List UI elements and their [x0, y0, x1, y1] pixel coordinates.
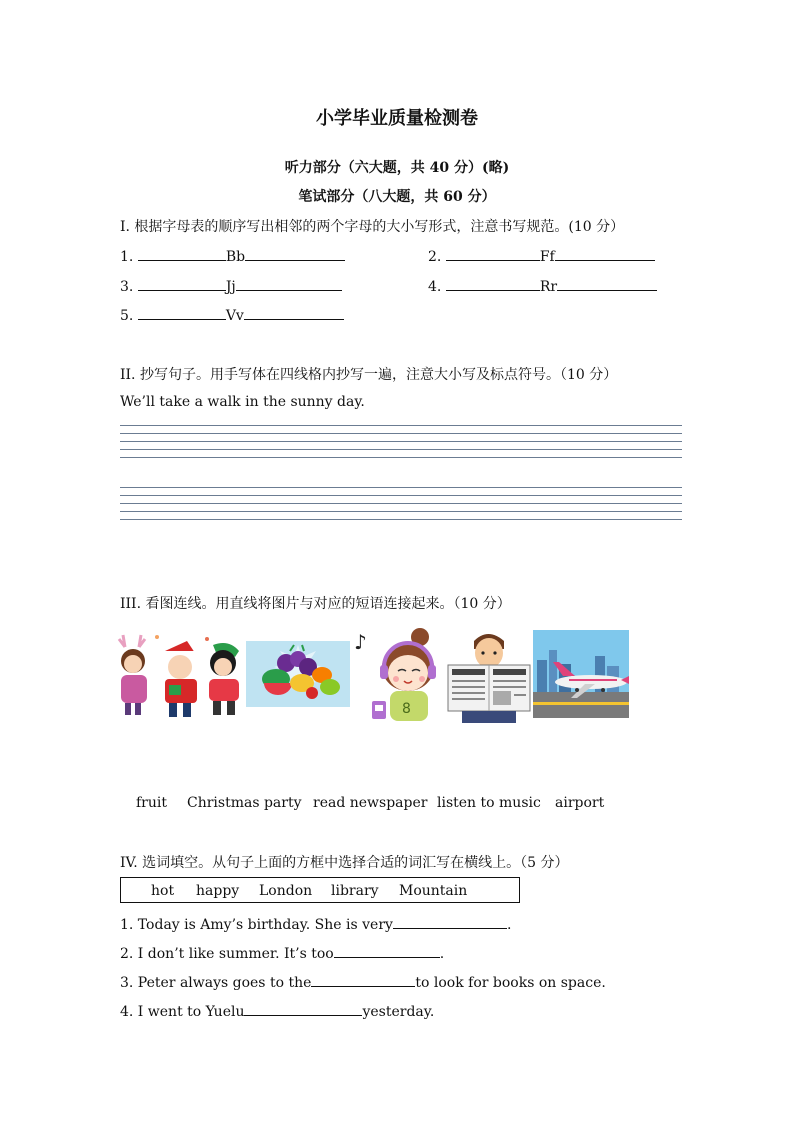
- guide-line: [120, 487, 682, 488]
- item-letters: Rr: [539, 279, 558, 295]
- section4-heading: IV. 选词填空。从句子上面的方框中选择合适的词汇写在横线上。（5 分）: [120, 855, 569, 871]
- answer-blank[interactable]: [311, 972, 415, 987]
- answer-blank[interactable]: [138, 246, 226, 261]
- answer-blank[interactable]: [446, 246, 540, 261]
- item-letters: Jj: [225, 279, 236, 295]
- svg-text:8: 8: [402, 701, 411, 717]
- word-option[interactable]: Mountain: [399, 883, 468, 899]
- sentence-text: 3. Peter always goes to the: [120, 975, 312, 991]
- item-letters: Vv: [225, 308, 244, 324]
- sentence-text: .: [506, 917, 512, 933]
- guide-line: [120, 449, 682, 450]
- section1-item-3: [120, 276, 342, 295]
- word-option[interactable]: happy: [196, 883, 240, 899]
- fill-sentence-1: [120, 914, 511, 933]
- section2-heading: II. 抄写句子。用手写体在四线格内抄写一遍，注意大小写及标点符号。（10 分）: [120, 367, 618, 383]
- answer-blank[interactable]: [244, 305, 344, 320]
- item-number: 2.: [428, 249, 442, 265]
- answer-blank[interactable]: [334, 943, 440, 958]
- phrase-christmas-party[interactable]: Christmas party: [187, 795, 302, 811]
- answer-blank[interactable]: [236, 276, 342, 291]
- sentence-text: yesterday.: [362, 1004, 435, 1020]
- guide-line: [120, 425, 682, 426]
- section1-item-5: [120, 305, 344, 324]
- section1-item-1: [120, 246, 345, 265]
- written-part-title: 笔试部分（八大题，共 60 分）: [298, 189, 496, 205]
- fruit-picture[interactable]: [246, 641, 350, 707]
- answer-blank[interactable]: [393, 914, 507, 929]
- christmas-party-picture[interactable]: [117, 629, 245, 717]
- listening-part-title: 听力部分（六大题，共 40 分）(略): [284, 160, 510, 176]
- answer-blank[interactable]: [244, 1001, 362, 1016]
- answer-blank[interactable]: [245, 246, 345, 261]
- phrase-airport[interactable]: airport: [555, 795, 605, 811]
- copy-sentence: We’ll take a walk in the sunny day.: [120, 394, 365, 410]
- sentence-text: to look for books on space.: [415, 975, 606, 991]
- fill-sentence-3: [120, 972, 606, 991]
- item-number: 5.: [120, 308, 134, 324]
- section1-item-4: [428, 276, 657, 295]
- page-title: 小学毕业质量检测卷: [316, 108, 478, 129]
- word-option[interactable]: London: [259, 883, 313, 899]
- answer-blank[interactable]: [138, 276, 226, 291]
- phrase-fruit[interactable]: fruit: [136, 795, 167, 811]
- fill-sentence-2: [120, 943, 444, 962]
- phrase-read-newspaper[interactable]: read newspaper: [313, 795, 428, 811]
- answer-blank[interactable]: [557, 276, 657, 291]
- airport-picture[interactable]: [533, 630, 629, 718]
- newspaper-man-picture[interactable]: [446, 627, 532, 723]
- item-number: 3.: [120, 279, 134, 295]
- section3-heading: III. 看图连线。用直线将图片与对应的短语连接起来。（10 分）: [120, 596, 511, 612]
- guide-line: [120, 433, 682, 434]
- item-letters: Bb: [225, 249, 246, 265]
- guide-line: [120, 519, 682, 520]
- word-bank-box: [120, 877, 520, 903]
- guide-line: [120, 441, 682, 442]
- word-option[interactable]: hot: [151, 883, 175, 899]
- sentence-text: 4. I went to Yuelu: [120, 1004, 245, 1020]
- answer-blank[interactable]: [446, 276, 540, 291]
- guide-line: [120, 495, 682, 496]
- guide-line: [120, 511, 682, 512]
- guide-line: [120, 457, 682, 458]
- answer-blank[interactable]: [555, 246, 655, 261]
- section1-heading: I. 根据字母表的顺序写出相邻的两个字母的大小写形式，注意书写规范。(10 分）: [120, 219, 625, 235]
- sentence-text: 1. Today is Amy’s birthday. She is very: [120, 917, 393, 933]
- answer-blank[interactable]: [138, 305, 226, 320]
- music-girl-picture[interactable]: [352, 627, 445, 723]
- fill-sentence-4: [120, 1001, 434, 1020]
- guide-line: [120, 503, 682, 504]
- item-letters: Ff: [539, 249, 555, 265]
- sentence-text: .: [439, 946, 445, 962]
- phrase-listen-to-music[interactable]: listen to music: [437, 795, 541, 811]
- item-number: 1.: [120, 249, 134, 265]
- sentence-text: 2. I don’t like summer. It’s too: [120, 946, 334, 962]
- svg-text:♪: ♪: [354, 630, 367, 654]
- section1-item-2: [428, 246, 655, 265]
- item-number: 4.: [428, 279, 442, 295]
- word-option[interactable]: library: [331, 883, 379, 899]
